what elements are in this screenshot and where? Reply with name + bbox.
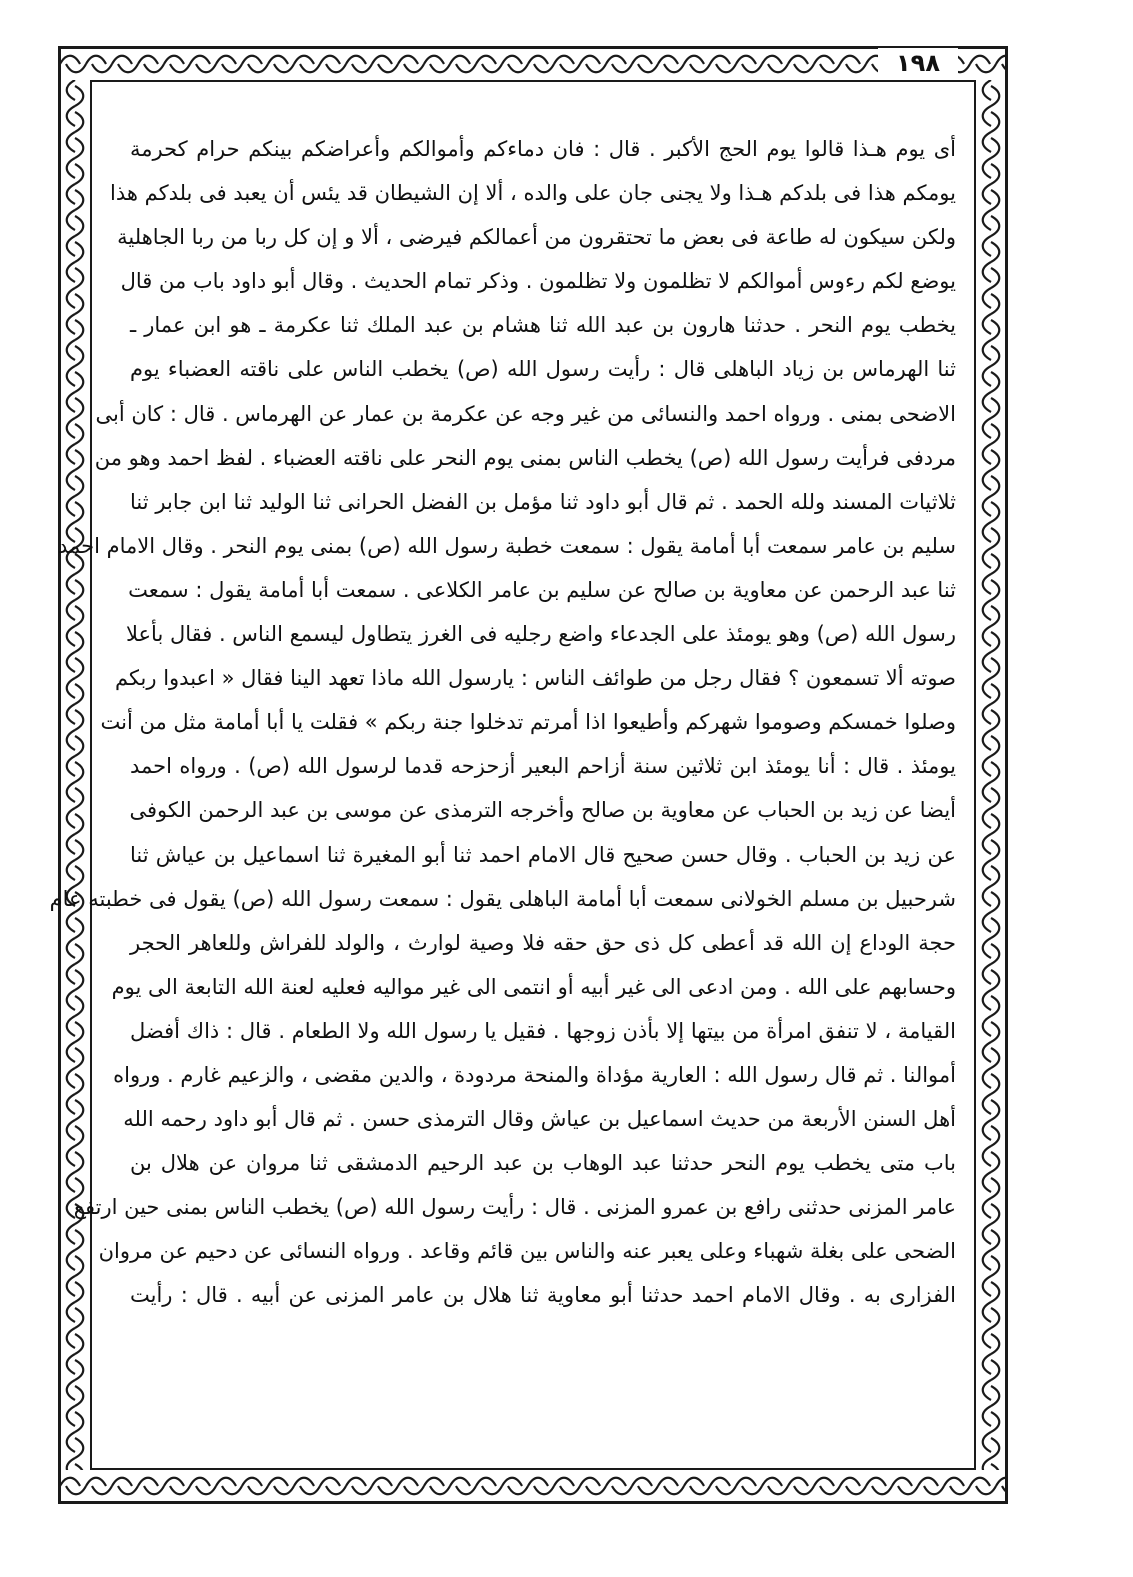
chain-link — [983, 1146, 1000, 1172]
chain-link — [67, 470, 84, 496]
chain-link — [983, 548, 1000, 574]
chain-link — [67, 418, 84, 444]
chain-link — [658, 56, 684, 73]
chain-link — [710, 1478, 736, 1495]
chain-link — [67, 1042, 84, 1068]
text-line: أى يوم هـذا قالوا يوم الحج الأكبر . قال : فان دماءكم وأموالكم وأعراضكم بينكم حرام كحرمة — [130, 137, 956, 161]
chain-link — [67, 1432, 84, 1458]
chain-link — [736, 1478, 762, 1495]
chain-link — [67, 496, 84, 522]
chain-link — [372, 1478, 398, 1495]
chain-link — [983, 236, 1000, 262]
chain-link — [346, 56, 372, 73]
chain-link — [424, 1478, 450, 1495]
chain-link — [983, 730, 1000, 756]
text-line: يخطب يوم النحر . حدثنا هارون بن عبد الله ثنا هشام بن عبد الملك ثنا عكرمة ـ هو ابن عمار ـ — [130, 313, 956, 338]
chain-link — [164, 1478, 190, 1495]
chain-link — [983, 704, 1000, 730]
chain-link — [67, 964, 84, 990]
chain-link — [450, 56, 476, 73]
text-line: عن زيد بن الحباب . وقال حسن صحيح قال الامام احمد ثنا أبو المغيرة ثنا اسماعيل بن عياش ثنا — [130, 842, 956, 867]
page-number-box — [878, 48, 958, 78]
chain-link — [67, 158, 84, 184]
chain-link — [983, 80, 1000, 106]
chain-link — [554, 1478, 580, 1495]
text-line: صوته ألا تسمعون ؟ فقال رجل من طوائف الناس : يارسول الله ماذا تعهد الينا فقال « اعبدوا ربكم — [114, 666, 956, 691]
chain-link — [372, 56, 398, 73]
chain-link — [983, 1302, 1000, 1328]
chain-link — [983, 444, 1000, 470]
chain-link — [67, 1094, 84, 1120]
chain-link — [983, 392, 1000, 418]
chain-link — [983, 678, 1000, 704]
chain-link — [840, 1478, 866, 1495]
chain-link — [983, 132, 1000, 158]
chain-link — [983, 158, 1000, 184]
chain-link — [112, 56, 138, 73]
chain-link — [983, 1406, 1000, 1432]
chain-link — [67, 288, 84, 314]
chain-link — [346, 1478, 372, 1495]
chain-link — [67, 1016, 84, 1042]
chain-link — [983, 1432, 1000, 1458]
chain-link — [983, 1172, 1000, 1198]
chain-link — [762, 56, 788, 73]
chain-link — [554, 56, 580, 73]
text-line: شرحبيل بن مسلم الخولانى سمعت أبا أمامة الباهلى يقول : سمعت رسول الله (ص) يقول فى خطبته عام — [49, 886, 956, 911]
chain-link — [866, 1478, 892, 1495]
chain-link — [268, 1478, 294, 1495]
chain-link — [710, 56, 736, 73]
chain-link — [67, 392, 84, 418]
text-line: ثنا عبد الرحمن عن معاوية بن صالح عن سليم بن عامر الكلاعى . سمعت أبا أمامة يقول : سمعت — [128, 577, 956, 602]
chain-link — [424, 56, 450, 73]
chain-link — [983, 314, 1000, 340]
chain-link — [86, 1478, 112, 1495]
chain-link — [476, 56, 502, 73]
text-line: رسول الله (ص) وهو يومئذ على الجدعاء واضع رجليه فى الغرز يتطاول ليسمع الناس . فقال بأعلا — [125, 622, 956, 647]
chain-link — [983, 886, 1000, 912]
chain-link — [983, 418, 1000, 444]
chain-link — [476, 1478, 502, 1495]
chain-link — [983, 340, 1000, 366]
text-line: أهل السنن الأربعة من حديث اسماعيل بن عياش وقال الترمذى حسن . ثم قال أبو داود رحمه الله — [123, 1107, 956, 1132]
chain-link — [983, 808, 1000, 834]
text-line: ولكن سيكون له طاعة فى بعض ما تحتقرون من أعمالكم فيرضى ، ألا و إن كل ربا من ربا الجاهلية — [117, 225, 956, 250]
chain-link — [528, 1478, 554, 1495]
chain-link — [580, 56, 606, 73]
chain-link — [67, 340, 84, 366]
chain-link — [983, 470, 1000, 496]
chain-link — [983, 912, 1000, 938]
ornament-border-left — [61, 80, 89, 1470]
chain-link — [67, 1406, 84, 1432]
chain-link — [983, 1016, 1000, 1042]
chain-link — [67, 80, 84, 106]
chain-link — [67, 782, 84, 808]
chain-link — [320, 1478, 346, 1495]
chain-link — [580, 1478, 606, 1495]
chain-link — [814, 1478, 840, 1495]
chain-link — [67, 1146, 84, 1172]
chain-link — [983, 106, 1000, 132]
chain-link — [67, 730, 84, 756]
chain-link — [983, 1068, 1000, 1094]
chain-link — [67, 756, 84, 782]
chain-link — [67, 132, 84, 158]
chain-link — [67, 990, 84, 1016]
chain-link — [996, 1478, 1006, 1495]
chain-link — [996, 56, 1006, 73]
ornament-border-top — [60, 49, 1006, 79]
chain-link — [983, 184, 1000, 210]
chain-link — [67, 210, 84, 236]
chain-link — [983, 1250, 1000, 1276]
chain-link — [983, 574, 1000, 600]
chain-link — [216, 56, 242, 73]
chain-link — [502, 1478, 528, 1495]
body-text — [49, 127, 956, 1427]
chain-link — [983, 1276, 1000, 1302]
chain-link — [983, 366, 1000, 392]
chain-link — [814, 56, 840, 73]
chain-link — [67, 1328, 84, 1354]
chain-link — [983, 782, 1000, 808]
chain-link — [983, 522, 1000, 548]
chain-link — [67, 1354, 84, 1380]
chain-link — [242, 56, 268, 73]
chain-link — [67, 574, 84, 600]
text-line: الاضحى بمنى . ورواه احمد والنسائى من غير وجه عن عكرمة بن عمار عن الهرماس . قال : كان أبى — [95, 401, 956, 426]
chain-link — [67, 678, 84, 704]
chain-link — [983, 262, 1000, 288]
chain-link — [67, 938, 84, 964]
chain-link — [983, 496, 1000, 522]
chain-link — [320, 56, 346, 73]
chain-link — [983, 1328, 1000, 1354]
chain-link — [67, 236, 84, 262]
chain-link — [684, 56, 710, 73]
chain-link — [67, 314, 84, 340]
chain-link — [983, 938, 1000, 964]
chain-link — [190, 1478, 216, 1495]
chain-link — [983, 288, 1000, 314]
chain-link — [60, 56, 86, 73]
chain-link — [67, 262, 84, 288]
chain-link — [294, 1478, 320, 1495]
chain-link — [67, 1068, 84, 1094]
chain-link — [86, 56, 112, 73]
text-line — [130, 1318, 956, 1362]
text-line: مردفى فرأيت رسول الله (ص) يخطب الناس بمنى يوم النحر على ناقته العضباء . لفظ احمد وهو من — [94, 445, 956, 470]
chain-link — [67, 184, 84, 210]
chain-link — [983, 1120, 1000, 1146]
chain-link — [658, 1478, 684, 1495]
chain-link — [983, 990, 1000, 1016]
text-line: يومئذ . قال : أنا يومئذ ابن ثلاثين سنة أزاحم البعير أزحزحه قدما لرسول الله (ص) . ورواه احمد — [130, 754, 956, 779]
chain-link — [242, 1478, 268, 1495]
chain-link — [983, 1354, 1000, 1380]
chain-link — [970, 56, 996, 73]
chain-link — [528, 56, 554, 73]
chain-link — [112, 1478, 138, 1495]
chain-link — [632, 56, 658, 73]
chain-link — [983, 964, 1000, 990]
chain-link — [944, 1478, 970, 1495]
chain-link — [840, 56, 866, 73]
text-line: أموالنا . ثم قال رسول الله : العارية مؤداة والمنحة مردودة ، والدين مقضى ، والزعيم غارم . ورواه — [113, 1062, 956, 1087]
chain-link — [970, 1478, 996, 1495]
chain-link — [294, 56, 320, 73]
chain-link — [67, 1458, 84, 1470]
text-line: حجة الوداع إن الله قد أعطى كل ذى حق حقه فلا وصية لوارث ، والولد للفراش وللعاهر الحجر — [130, 930, 956, 955]
chain-link — [67, 366, 84, 392]
chain-link — [67, 808, 84, 834]
chain-link — [983, 1380, 1000, 1406]
chain-link — [67, 106, 84, 132]
chain-link — [762, 1478, 788, 1495]
chain-link — [892, 1478, 918, 1495]
chain-link — [983, 652, 1000, 678]
chain-link — [788, 1478, 814, 1495]
chain-link — [502, 56, 528, 73]
chain-link — [216, 1478, 242, 1495]
chain-link — [398, 56, 424, 73]
text-line: عامر المزنى حدثنى رافع بن عمرو المزنى . قال : رأيت رسول الله (ص) يخطب الناس بمنى حين ارتفع — [73, 1195, 956, 1220]
text-line: القيامة ، لا تنفق امرأة من بيتها إلا بأذن زوجها . فقيل يا رسول الله ولا الطعام . قال : ذاك أفضل — [130, 1018, 956, 1043]
text-line: الضحى على بغلة شهباء وعلى يعبر عنه والناس بين قائم وقاعد . ورواه النسائى عن دحيم عن مروان — [98, 1239, 956, 1264]
chain-link — [788, 56, 814, 73]
text-line: وصلوا خمسكم وصوموا شهركم وأطيعوا اذا أمرتم تدخلوا جنة ربكم » فقلت يا أبا أمامة مثل من أنت — [100, 710, 956, 735]
chain-link — [983, 600, 1000, 626]
chain-link — [983, 1224, 1000, 1250]
chain-link — [164, 56, 190, 73]
text-line: وحسابهم على الله . ومن ادعى الى غير أبيه أو انتمى الى غير مواليه فعليه لعنة الله التابعة الى يوم — [111, 974, 956, 999]
chain-link — [268, 56, 294, 73]
text-line: ثلاثيات المسند ولله الحمد . ثم قال أبو داود ثنا مؤمل بن الفضل الحرانى ثنا الوليد ثنا ابن جابر ثنا — [130, 489, 956, 514]
chain-link — [138, 56, 164, 73]
chain-link — [67, 652, 84, 678]
text-line: باب متى يخطب يوم النحر حدثنا عبد الوهاب بن عبد الرحيم الدمشقى ثنا مروان عن هلال بن — [130, 1151, 956, 1176]
chain-link — [67, 1276, 84, 1302]
chain-link — [684, 1478, 710, 1495]
chain-link — [67, 1302, 84, 1328]
ornament-border-bottom — [60, 1471, 1006, 1501]
ornament-border-right — [977, 80, 1005, 1470]
chain-link — [983, 626, 1000, 652]
chain-link — [67, 1380, 84, 1406]
chain-link — [983, 834, 1000, 860]
chain-link — [983, 1458, 1000, 1470]
page-number: ١٩٨ — [896, 49, 940, 77]
chain-link — [190, 56, 216, 73]
chain-link — [606, 1478, 632, 1495]
chain-link — [450, 1478, 476, 1495]
text-line: أيضا عن زيد بن الحباب عن معاوية بن صالح وأخرجه الترمذى عن موسى بن عبد الرحمن الكوفى — [129, 798, 956, 823]
text-line: الفزارى به . وقال الامام احمد حدثنا أبو معاوية ثنا هلال بن عامر المزنى عن أبيه . قال : رأيت — [130, 1283, 956, 1308]
chain-link — [983, 860, 1000, 886]
chain-link — [60, 1478, 86, 1495]
chain-link — [983, 1198, 1000, 1224]
text-line: سليم بن عامر سمعت أبا أمامة يقول : سمعت خطبة رسول الله (ص) بمنى يوم النحر . وقال الامام احمد — [57, 533, 956, 558]
chain-link — [67, 704, 84, 730]
chain-link — [67, 626, 84, 652]
chain-link — [138, 1478, 164, 1495]
chain-link — [67, 600, 84, 626]
chain-link — [918, 1478, 944, 1495]
chain-link — [983, 1094, 1000, 1120]
chain-link — [983, 1042, 1000, 1068]
chain-link — [67, 1250, 84, 1276]
text-line: يوضع لكم رءوس أموالكم لا تظلمون ولا تظلمون . وذكر تمام الحديث . وقال أبو داود باب من قال — [120, 269, 956, 294]
chain-link — [736, 56, 762, 73]
text-line: ثنا الهرماس بن زياد الباهلى قال : رأيت رسول الله (ص) يخطب الناس على ناقته العضباء يوم — [130, 357, 956, 382]
chain-link — [398, 1478, 424, 1495]
chain-link — [67, 444, 84, 470]
text-line: يومكم هذا فى بلدكم هـذا ولا يجنى جان على والده ، ألا إن الشيطان قد يئس أن يعبد فى بلدكم هذا — [110, 181, 956, 206]
chain-link — [606, 56, 632, 73]
chain-link — [983, 756, 1000, 782]
chain-link — [632, 1478, 658, 1495]
chain-link — [67, 834, 84, 860]
chain-link — [983, 210, 1000, 236]
chain-link — [67, 1120, 84, 1146]
